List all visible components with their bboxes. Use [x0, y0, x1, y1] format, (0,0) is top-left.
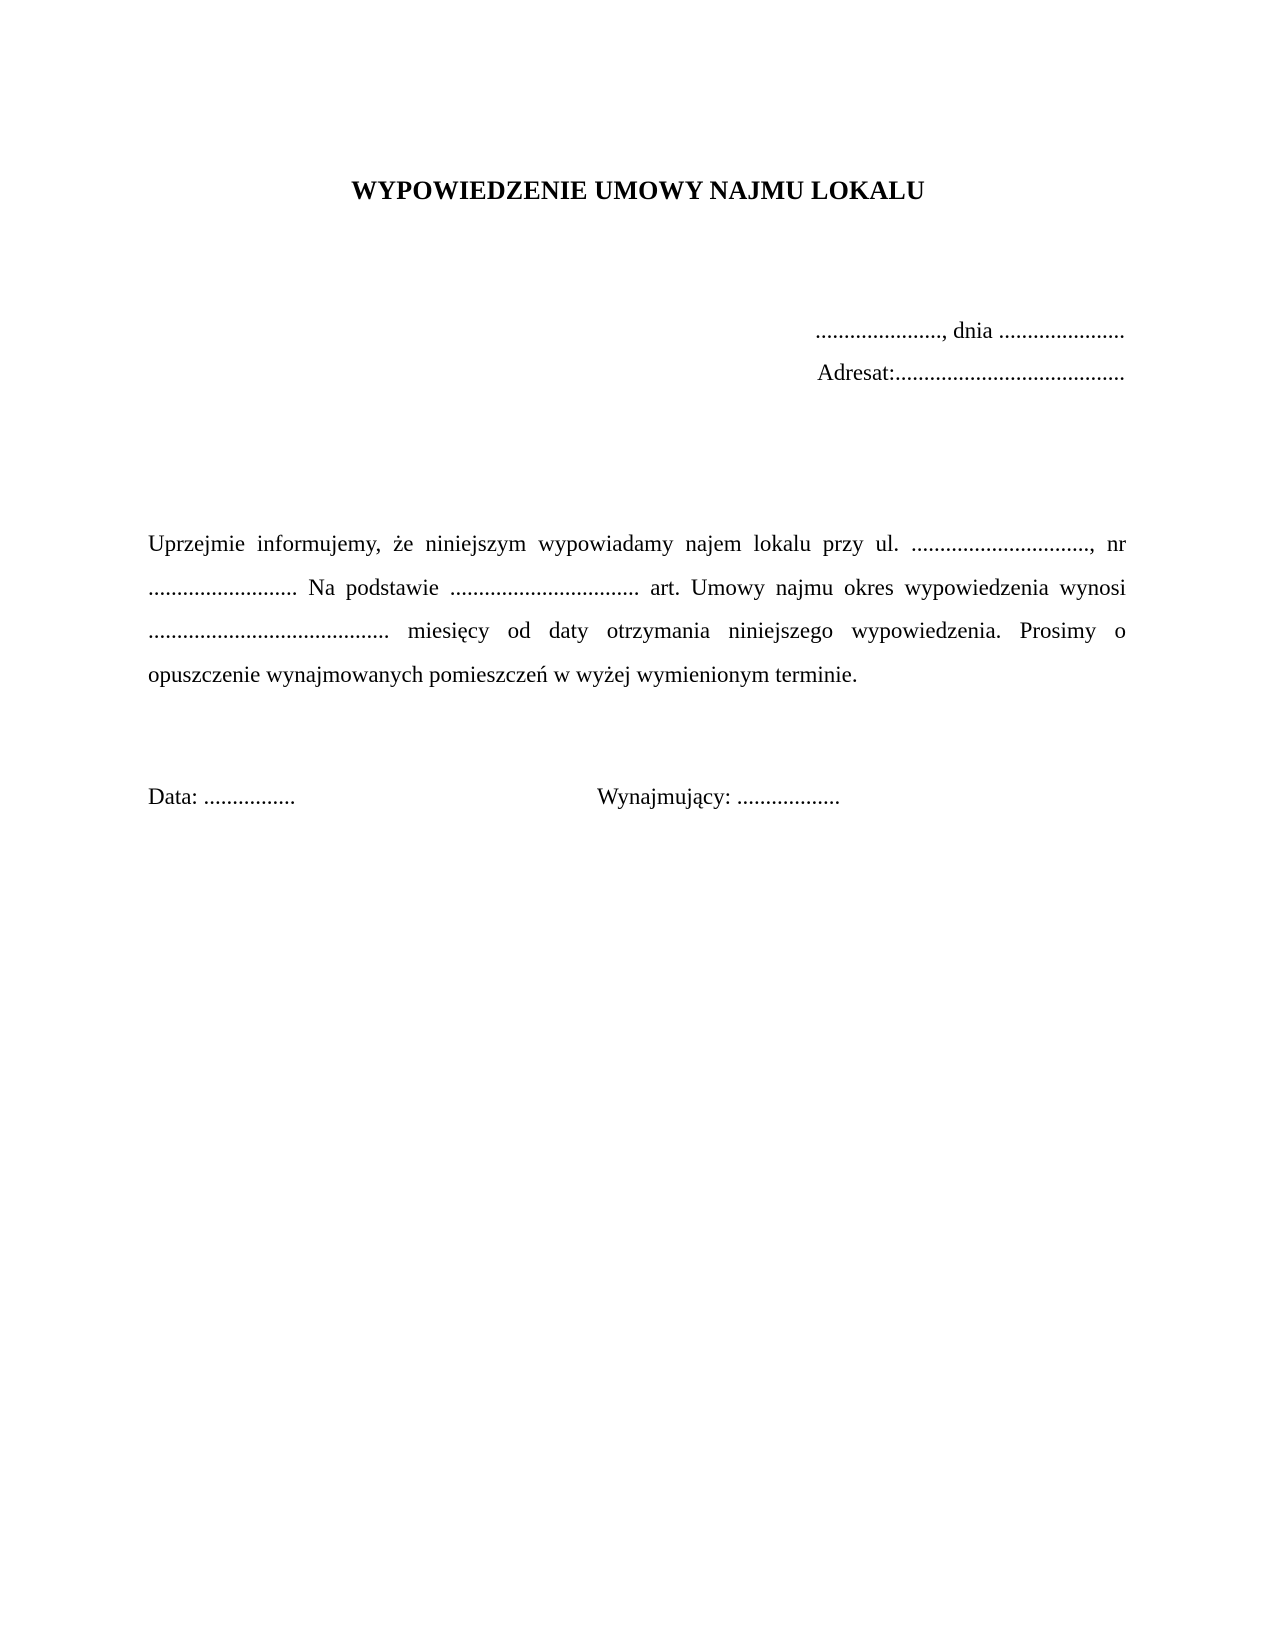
signature-landlord: Wynajmujący: ..................	[597, 784, 841, 809]
body-paragraph: Uprzejmie informujemy, że niniejszym wypowiadamy najem lokalu przy ul. ..............................., nr .......................... Na podstawie ................................. art. Umowy najmu okres wypowiedzenia wynosi .......................................... miesięcy od daty otrzymania niniejszego wypowiedzenia. Prosimy o opuszczenie wynajmowanych pomieszczeń w wyżej wymienionym terminie.	[148, 531, 1126, 687]
signature-date: Data: ................	[148, 784, 296, 809]
place-date-line: ......................, dnia ......................	[815, 318, 1125, 343]
addressee-line: Adresat:........................................	[817, 360, 1125, 385]
document-title: WYPOWIEDZENIE UMOWY NAJMU LOKALU	[351, 176, 925, 205]
